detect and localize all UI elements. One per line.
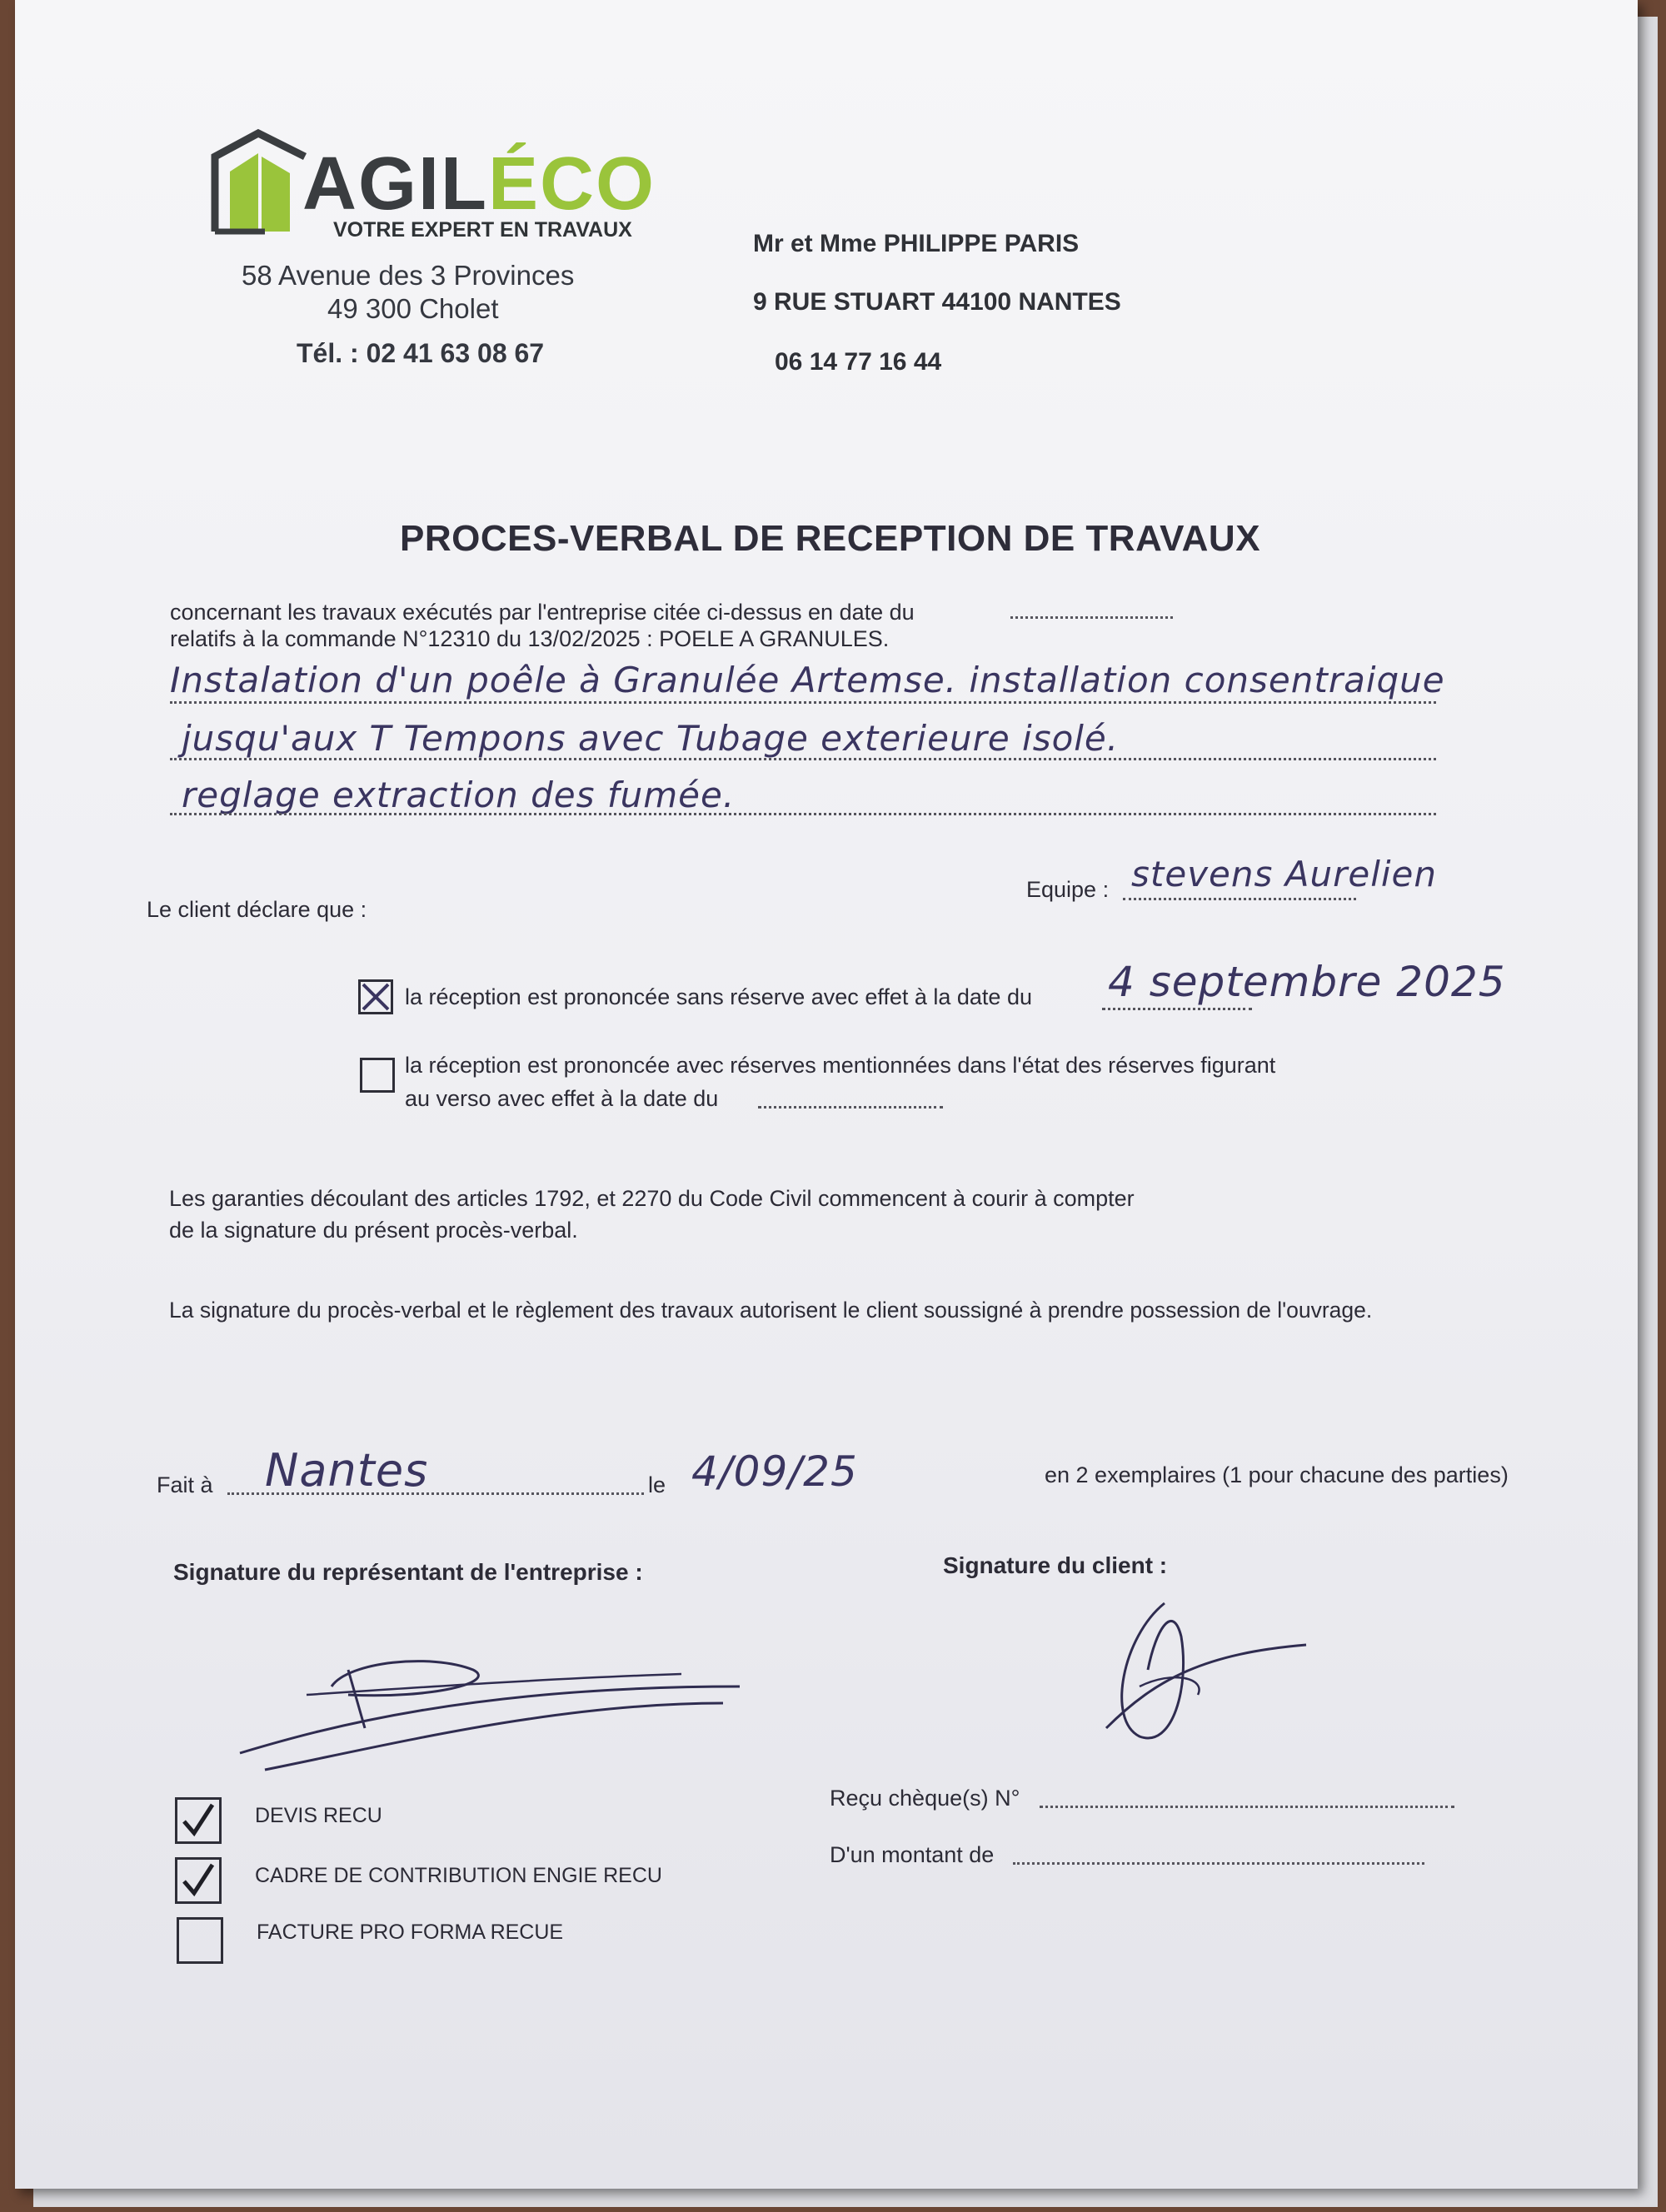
document-page bbox=[15, 0, 1638, 2189]
team-value: stevens Aurelien bbox=[1131, 854, 1437, 894]
fait-place-dots bbox=[227, 1492, 644, 1495]
client-signature bbox=[1090, 1587, 1323, 1753]
logo-wordmark: AGILÉCO bbox=[302, 142, 656, 226]
option1-checkbox[interactable] bbox=[358, 979, 393, 1014]
guarantee-line2: de la signature du présent procès-verbal. bbox=[169, 1218, 578, 1243]
guarantee-line1: Les garanties découlant des articles 1792, et 2270 du Code Civil commencent à courir à compter bbox=[169, 1186, 1135, 1211]
fait-label: Fait à bbox=[157, 1472, 213, 1497]
cheque-label: Reçu chèque(s) N° bbox=[830, 1786, 1020, 1811]
amount-field[interactable] bbox=[1013, 1862, 1424, 1865]
intro-line1: concernant les travaux exécutés par l'entreprise citée ci-dessus en date du bbox=[170, 600, 915, 625]
work-line-1-dots bbox=[170, 701, 1436, 704]
team-label: Equipe : bbox=[1026, 877, 1110, 902]
client-signature-label: Signature du client : bbox=[943, 1552, 1168, 1578]
team-dots bbox=[1123, 898, 1356, 900]
intro-line2: relatifs à la commande N°12310 du 13/02/2025 : POELE A GRANULES. bbox=[170, 626, 890, 651]
option2-line2: au verso avec effet à la date du bbox=[405, 1086, 719, 1111]
x-mark-icon bbox=[361, 982, 391, 1012]
option1-date: 4 septembre 2025 bbox=[1108, 958, 1506, 1006]
option1-text: la réception est prononcée sans réserve avec effet à la date du bbox=[405, 984, 1032, 1009]
client-address: 9 RUE STUART 44100 NANTES bbox=[753, 288, 1121, 316]
le-label: le bbox=[648, 1472, 666, 1497]
work-line-2-dots bbox=[170, 758, 1436, 760]
client-name: Mr et Mme PHILIPPE PARIS bbox=[753, 230, 1080, 257]
devis-recu-label: DEVIS RECU bbox=[255, 1804, 382, 1827]
copies-text: en 2 exemplaires (1 pour chacune des parties) bbox=[1045, 1462, 1509, 1487]
checkmark-icon bbox=[177, 1860, 219, 1901]
fait-date: 4/09/25 bbox=[691, 1447, 858, 1496]
work-line-2: jusqu'aux T Tempons avec Tubage exterieure isolé. bbox=[182, 718, 1120, 759]
option2-line1: la réception est prononcée avec réserves mentionnées dans l'état des réserves figurant bbox=[405, 1053, 1276, 1078]
facture-pro-forma-label: FACTURE PRO FORMA RECUE bbox=[257, 1921, 564, 1944]
work-line-3-dots bbox=[170, 813, 1436, 815]
possession-text: La signature du procès-verbal et le règlement des travaux autorisent le client soussigné à prendre possession de l'ouvrage. bbox=[169, 1298, 1373, 1323]
document-title: PROCES-VERBAL DE RECEPTION DE TRAVAUX bbox=[400, 518, 1261, 559]
company-phone: Tél. : 02 41 63 08 67 bbox=[297, 338, 545, 368]
company-address-line1: 58 Avenue des 3 Provinces bbox=[242, 260, 575, 291]
client-declares-label: Le client déclare que : bbox=[147, 897, 367, 922]
company-signature bbox=[223, 1637, 765, 1786]
engie-contribution-checkbox[interactable] bbox=[175, 1857, 222, 1904]
checkmark-icon bbox=[177, 1800, 219, 1841]
facture-pro-forma-checkbox[interactable] bbox=[177, 1917, 223, 1964]
option1-date-dots bbox=[1102, 1008, 1252, 1010]
amount-label: D'un montant de bbox=[830, 1842, 995, 1867]
client-phone: 06 14 77 16 44 bbox=[775, 348, 942, 376]
company-address-line2: 49 300 Cholet bbox=[327, 293, 499, 324]
cheque-number-field[interactable] bbox=[1040, 1806, 1454, 1808]
option2-date-dotted-field[interactable] bbox=[758, 1106, 943, 1108]
engie-contribution-label: CADRE DE CONTRIBUTION ENGIE RECU bbox=[255, 1864, 662, 1887]
company-signature-label: Signature du représentant de l'entreprise : bbox=[173, 1559, 643, 1585]
work-line-3: reglage extraction des fumée. bbox=[182, 775, 736, 815]
intro-date-dotted-field[interactable] bbox=[1010, 616, 1173, 619]
devis-recu-checkbox[interactable] bbox=[175, 1797, 222, 1844]
option2-checkbox[interactable] bbox=[360, 1058, 395, 1093]
work-line-1: Instalation d'un poêle à Granulée Artemse. installation consentraique bbox=[170, 660, 1445, 700]
fait-place: Nantes bbox=[265, 1444, 429, 1497]
logo-tagline: VOTRE EXPERT EN TRAVAUX bbox=[333, 218, 632, 242]
